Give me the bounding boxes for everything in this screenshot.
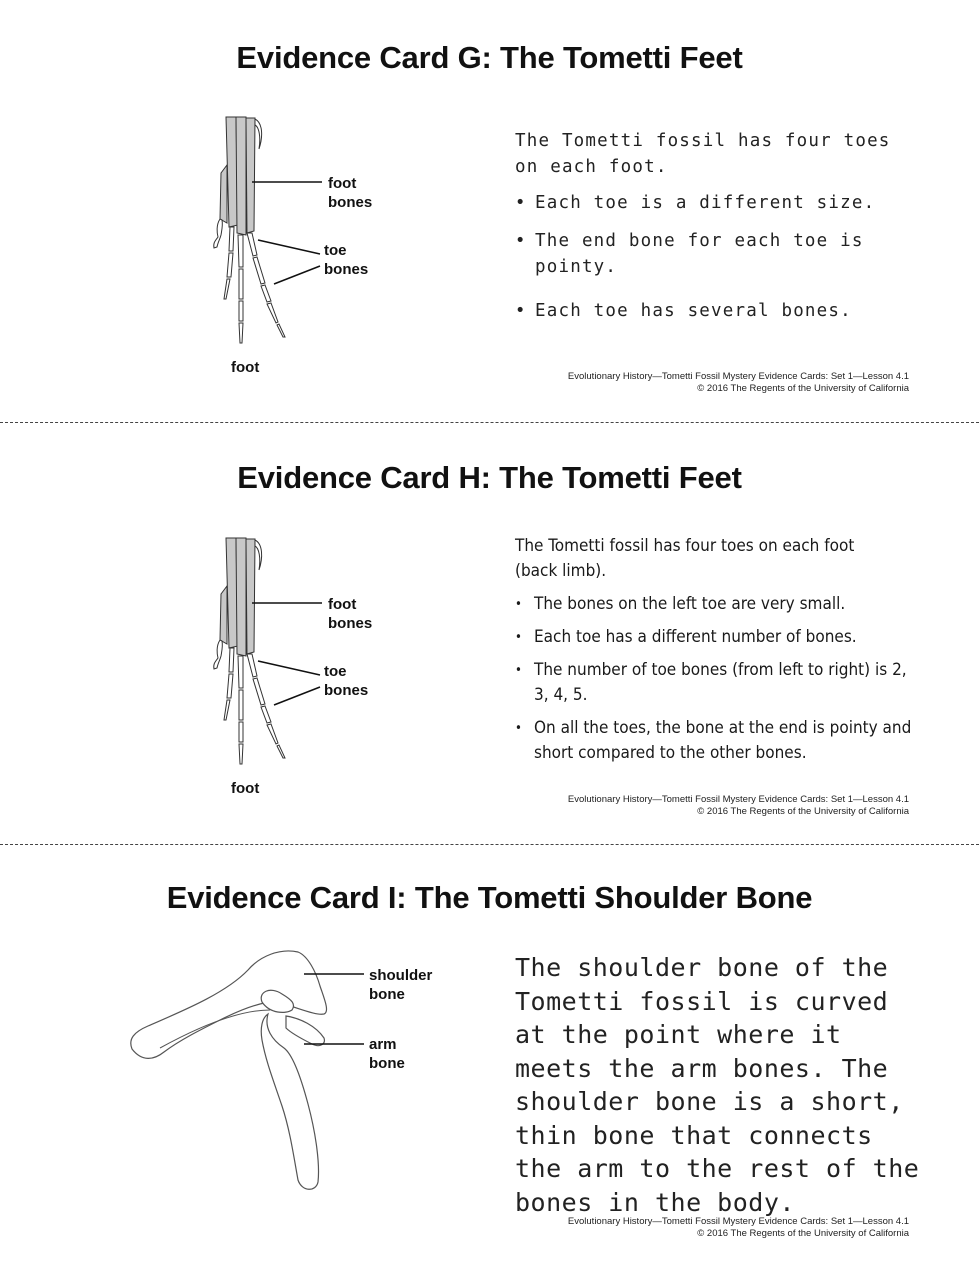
toe-bones-label: toe bones — [324, 242, 369, 278]
footer-copyright: © 2016 The Regents of the University of California — [697, 806, 909, 817]
footer — [568, 371, 909, 395]
intro-text: The Tometti fossil has four toes on each foot. — [515, 131, 891, 177]
footer — [568, 794, 909, 818]
card-text: The shoulder bone of the Tometti fossil is curved at the point where it meets the arm bones. The shoulder bone is a short, thin bone that connects the arm to the rest of the bones in the body. — [515, 953, 920, 1217]
bullet-item: • Each toe has a different number of bones. — [515, 625, 925, 650]
card-title: Evidence Card H: The Tometti Feet — [237, 460, 742, 495]
bullet-list — [515, 190, 915, 324]
footer-series: Evolutionary History—Tometti Fossil Mystery Evidence Cards: Set 1—Lesson 4.1 — [567, 1216, 909, 1227]
evidence-card-g — [0, 0, 979, 422]
card-text — [515, 128, 915, 324]
bullet-item: • The number of toe bones (from left to right) is 2, 3, 4, 5. — [515, 658, 925, 708]
foot-bones-label: foot bones — [328, 175, 373, 211]
bullet-item: • On all the toes, the bone at the end is pointy and short compared to the other bones. — [515, 716, 914, 766]
foot-diagram — [205, 536, 315, 766]
arm-bone-label: arm bone — [369, 1036, 405, 1072]
foot-bones-label: foot bones — [328, 596, 373, 632]
bullet-item: • Each toe has several bones. — [515, 298, 915, 324]
foot-label: foot — [231, 780, 260, 797]
footer-copyright: © 2016 The Regents of the University of California — [697, 1228, 909, 1239]
evidence-card-i — [0, 844, 979, 1266]
card-title: Evidence Card I: The Tometti Shoulder Bone — [166, 880, 813, 915]
foot-label: foot — [231, 359, 260, 376]
footer-copyright: © 2016 The Regents of the University of California — [697, 383, 909, 394]
toe-bones-label: toe bones — [324, 663, 369, 699]
footer-series: Evolutionary History—Tometti Fossil Mystery Evidence Cards: Set 1—Lesson 4.1 — [567, 371, 909, 382]
foot-diagram — [205, 115, 315, 345]
bullet-item: • The end bone for each toe is pointy. — [515, 228, 875, 280]
intro-text: The Tometti fossil has four toes on each foot (back limb). — [515, 536, 855, 581]
card-title: Evidence Card G: The Tometti Feet — [236, 40, 743, 75]
bullet-item: • The bones on the left toe are very small. — [515, 592, 925, 617]
bullet-list — [515, 592, 925, 766]
footer — [568, 1216, 909, 1240]
card-text — [515, 534, 925, 766]
shoulder-bone-label: shoulder bone — [369, 967, 433, 1003]
bullet-item: • Each toe is a different size. — [515, 190, 915, 216]
footer-series: Evolutionary History—Tometti Fossil Mystery Evidence Cards: Set 1—Lesson 4.1 — [567, 794, 909, 805]
evidence-card-h — [0, 422, 979, 844]
